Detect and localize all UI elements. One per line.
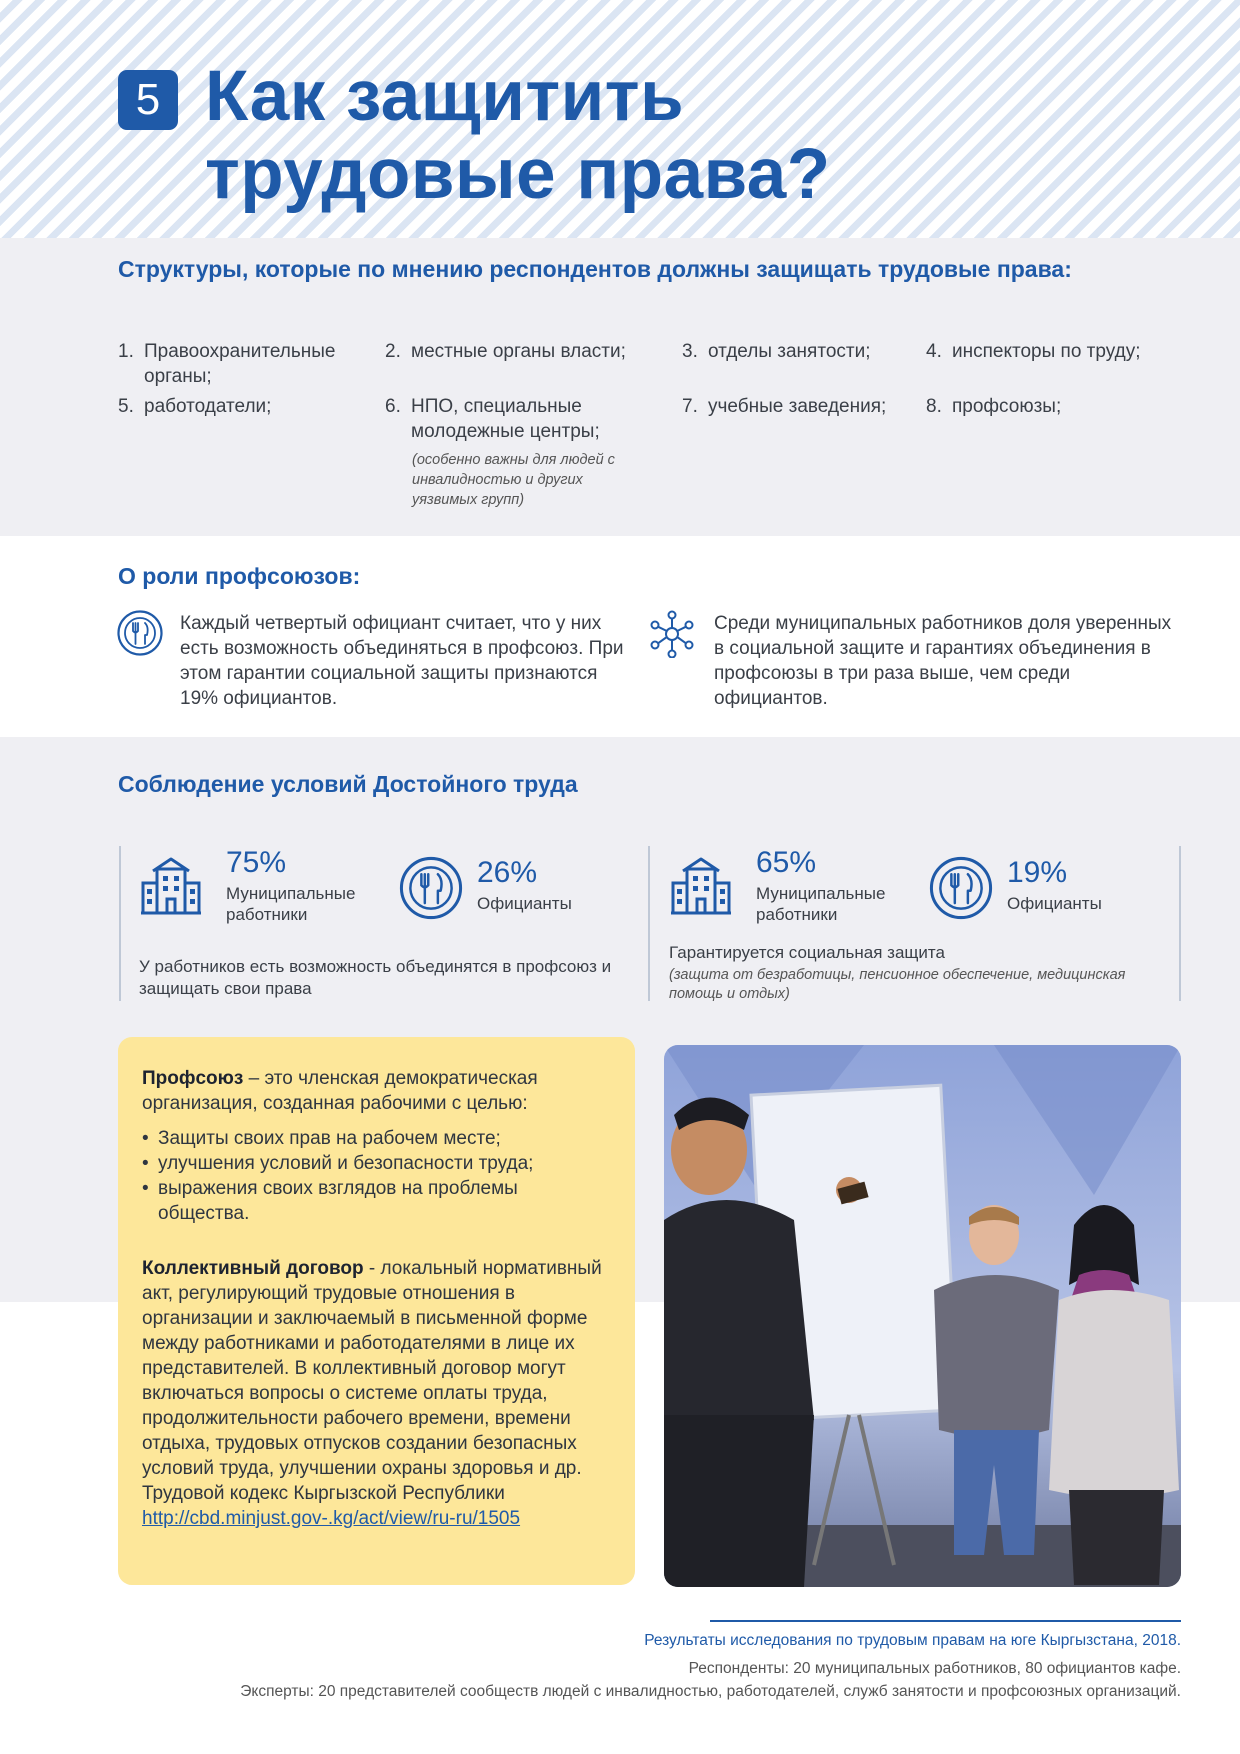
stat-label: Официанты [1007,894,1102,913]
list-item-number: 5. [118,396,134,417]
agreement-term: Коллективный договор [142,1258,364,1279]
list-item-text: отделы занятости; [708,341,871,362]
agreement-definition-text: - локальный нормативный акт, регулирующий трудовые отношения в организации и заключаемый в письменной форме между работниками и работодателями в лице их представителей. В коллективный договор могут включаться вопросы о системе оплаты труда, продолжительности рабочего времени, времени отдыха, трудовых отпусков создании безопасных условий труда, улучшении охраны здоровья и др. Трудовой кодекс Кыргызской Республики [142,1258,602,1504]
stat-caption: Гарантируется социальная защита [669,943,945,962]
list-item-number: 6. [385,396,401,417]
labor-code-link[interactable]: http://cbd.minjust.gov-.kg/act/view/ru-ru/1505 [142,1508,521,1529]
stat-percent: 19% [1007,856,1068,889]
divider [648,846,650,1001]
footer-respondents: Респонденты: 20 муниципальных работников, 80 официантов кафе. [688,1660,1181,1677]
list-item-text: инспекторы по труду; [952,341,1141,362]
list-item-text: профсоюзы; [952,396,1062,417]
stat-percent: 26% [477,856,538,889]
stat-note: (защита от безработицы, пенсионное обеспечение, медицинская помощь и отдых) [669,967,1126,1002]
list-item-text: учебные заведения; [708,396,887,417]
footer-experts: Эксперты: 20 представителей сообществ людей с инвалидностью, работодателей, служб занятости и профсоюзных организаций. [240,1683,1181,1700]
bullet-text: выражения своих взглядов на проблемы общества. [158,1178,518,1224]
footer-source: Результаты исследования по трудовым правам на юге Кыргызстана, 2018. [644,1632,1181,1649]
title-line-1: Как защитить [205,57,685,136]
structures-heading: Структуры, которые по мнению респондентов должны защищать трудовые права: [118,256,1072,282]
title-line-2: трудовые права? [205,135,831,214]
cutlery-icon [928,855,994,921]
bullet-text: улучшения условий и безопасности труда; [158,1153,534,1174]
structures-note: (особенно важны для людей с инвалидностью и других уязвимых групп) [412,452,615,508]
event-photo [664,1045,1181,1587]
building-icon [137,855,205,917]
decent-work-heading: Соблюдение условий Достойного труда [118,771,578,797]
bullet-text: Защиты своих прав на рабочем месте; [158,1128,501,1149]
list-item-number: 4. [926,341,942,362]
list-item-text: местные органы власти; [411,341,626,362]
agreement-definition [142,1256,620,1531]
list-item-number: 3. [682,341,698,362]
stat-percent: 75% [226,846,287,879]
list-item-text: НПО, специальные молодежные центры; [411,396,600,442]
list-item-text: Правоохранительные органы; [144,341,336,387]
list-item-text: работодатели; [144,396,272,417]
unions-role-heading: О роли профсоюзов: [118,563,361,589]
cutlery-icon [398,855,464,921]
union-definition-text: – это членская демократическая организация, созданная рабочими с целью: [142,1068,538,1114]
divider [1179,846,1181,1001]
list-item-number: 1. [118,341,134,362]
divider [119,846,121,1001]
list-item-number: 2. [385,341,401,362]
union-definition [142,1066,612,1116]
page-title [205,58,1105,214]
list-item-number: 7. [682,396,698,417]
unions-role-right-text: Среди муниципальных работников доля уверенных в социальной защите и гарантиях объединения в профсоюзы в три раза выше, чем среди официантов. [714,613,1172,709]
section-number-badge: 5 [118,70,178,130]
stat-caption: У работников есть возможность объединятся в профсоюз и защищать свои права [139,957,612,998]
building-icon [667,855,735,917]
unions-role-left-text: Каждый четвертый официант считает, что у них есть возможность объединяться в профсоюз. При этом гарантии социальной защиты признаются 19% официантов. [180,613,624,709]
stat-label: Муниципальные работники [756,884,886,924]
list-item-number: 8. [926,396,942,417]
stat-percent: 65% [756,846,817,879]
footer-rule [710,1620,1181,1622]
cutlery-icon [116,609,164,657]
stat-label: Муниципальные работники [226,884,356,924]
union-term: Профсоюз [142,1068,244,1089]
stat-label: Официанты [477,894,572,913]
network-icon [648,610,696,658]
